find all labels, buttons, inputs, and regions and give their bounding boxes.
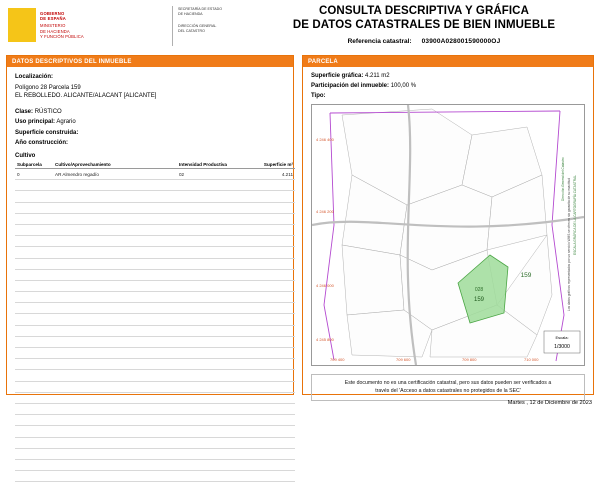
cultivo-cell-empty: [243, 336, 295, 347]
cultivo-cell-empty: [53, 381, 177, 392]
participacion-value: 100,00 %: [390, 83, 417, 89]
table-row-empty: [15, 426, 295, 437]
table-row-empty: [15, 202, 295, 213]
map-scale-value: 1/3000: [554, 344, 570, 350]
cultivo-cell-empty: [15, 459, 53, 470]
cultivo-cell-empty: [53, 269, 177, 280]
table-row-empty: [15, 471, 295, 482]
uso-value: Agrario: [56, 119, 76, 125]
cultivo-cell-empty: [177, 370, 243, 381]
cultivo-cell-empty: [15, 224, 53, 235]
superficie-grafica-field: [311, 72, 585, 80]
parcel-number-inner: 159: [473, 297, 485, 303]
cultivo-cell-empty: [177, 471, 243, 482]
table-row-empty: [15, 348, 295, 359]
cultivo-cell-empty: [177, 213, 243, 224]
cultivo-cell-empty: [53, 392, 177, 403]
cultivo-cell-empty: [53, 426, 177, 437]
table-row-empty: [15, 392, 295, 403]
logo-line-2: DE ESPAÑA: [40, 16, 66, 22]
map-x-label-1: 709 600: [396, 357, 411, 362]
map-y-label-1: 4 246 200: [316, 209, 334, 214]
cultivo-table-header-row: [15, 161, 295, 169]
logo-line-1: GOBIERNO: [40, 10, 65, 16]
referencia-label: Referencia catastral:: [347, 38, 412, 45]
cultivo-cell-empty: [53, 191, 177, 202]
cultivo-cell-empty: [15, 471, 53, 482]
cultivo-cell-empty: [53, 292, 177, 303]
cultivo-cell-empty: [53, 303, 177, 314]
participacion-label: Participación del inmueble:: [311, 83, 390, 89]
cultivo-cell-empty: [53, 359, 177, 370]
cultivo-cell-empty: [53, 325, 177, 336]
map-side-text-2: ESCALA GRÁFICA DE LA CARTOGRAFÍA CATASTRAL: [573, 174, 577, 255]
cultivo-cell-empty: [53, 224, 177, 235]
cultivo-cell-empty: [177, 303, 243, 314]
cultivo-cell-empty: [15, 236, 53, 247]
table-row-empty: [15, 191, 295, 202]
secretaria-line-3: DIRECCIÓN GENERAL: [178, 24, 217, 29]
cultivo-cell: 0: [15, 169, 53, 180]
table-row-empty: [15, 336, 295, 347]
panel-parcela: [302, 55, 594, 395]
localizacion-line-1: Polígono 28 Parcela 159: [15, 84, 81, 91]
anio-construccion-field: [15, 139, 285, 147]
cultivo-cell-empty: [243, 314, 295, 325]
cultivo-cell-empty: [243, 370, 295, 381]
cultivo-cell-empty: [15, 325, 53, 336]
cultivo-cell-empty: [15, 359, 53, 370]
cultivo-cell-empty: [243, 191, 295, 202]
cultivo-cell-empty: [15, 213, 53, 224]
cultivo-cell-empty: [53, 258, 177, 269]
cultivo-cell-empty: [53, 403, 177, 414]
cultivo-cell-empty: [177, 459, 243, 470]
cultivo-cell-empty: [15, 202, 53, 213]
cultivo-cell-empty: [243, 247, 295, 258]
cultivo-cell-empty: [53, 180, 177, 191]
cultivo-cell-empty: [15, 403, 53, 414]
map-svg[interactable]: [312, 105, 584, 365]
table-row-empty: [15, 224, 295, 235]
cultivo-cell-empty: [243, 392, 295, 403]
map-x-label-0: 709 400: [330, 357, 345, 362]
cultivo-cell-empty: [243, 415, 295, 426]
gobierno-logo: [8, 8, 160, 42]
uso-label: Uso principal:: [15, 119, 56, 125]
secretaria-line-4: DEL CATASTRO: [178, 28, 205, 33]
logo-text: [36, 8, 160, 42]
title-line-1: CONSULTA DESCRIPTIVA Y GRÁFICA: [318, 5, 529, 17]
panel-left-title: DATOS DESCRIPTIVOS DEL INMUEBLE: [7, 56, 293, 67]
logo-flag-icon: [8, 8, 36, 42]
logo-line-3: MINISTERIO: [40, 23, 66, 29]
map-plots: [342, 109, 552, 357]
cultivo-cell-empty: [15, 314, 53, 325]
cultivo-cell-empty: [53, 236, 177, 247]
table-row-empty: [15, 247, 295, 258]
table-row-empty: [15, 303, 295, 314]
cultivo-cell: 4.211: [243, 169, 295, 180]
cultivo-cell-empty: [177, 247, 243, 258]
cultivo-cell-empty: [53, 213, 177, 224]
table-row-empty: [15, 325, 295, 336]
cultivo-cell-empty: [177, 280, 243, 291]
localizacion-line-2: EL REBOLLEDO. ALICANTE/ALACANT [ALICANTE]: [15, 93, 157, 99]
referencia-catastral: [252, 38, 596, 45]
map-disclaimer-note: [311, 374, 585, 401]
parcel-number-label: 159: [520, 272, 532, 279]
cultivo-cell-empty: [177, 180, 243, 191]
cultivo-cell-empty: [53, 348, 177, 359]
table-row-empty: [15, 359, 295, 370]
secretaria-block: [178, 7, 240, 33]
cultivo-cell-empty: [177, 415, 243, 426]
cultivo-cell-empty: [15, 191, 53, 202]
panel-datos-descriptivos: [6, 55, 294, 395]
cultivo-cell-empty: [243, 269, 295, 280]
superficie-construida-label: Superficie construida:: [15, 129, 79, 136]
cultivo-cell-empty: [243, 426, 295, 437]
table-row-empty: [15, 381, 295, 392]
cultivo-cell-empty: [243, 236, 295, 247]
cultivo-cell: 02: [177, 169, 243, 180]
clase-value: RÚSTICO: [34, 108, 62, 115]
panel-right-title: PARCELA: [303, 56, 593, 67]
cultivo-cell-empty: [177, 381, 243, 392]
cultivo-cell-empty: [15, 336, 53, 347]
map-scale-box: [544, 331, 580, 353]
table-row-empty: [15, 269, 295, 280]
cultivo-cell-empty: [177, 336, 243, 347]
map-y-label-2: 4 246 000: [316, 283, 334, 288]
panel-right-body: [303, 67, 593, 100]
cultivo-cell-empty: [177, 348, 243, 359]
header-divider: [172, 6, 173, 46]
cultivo-cell-empty: [243, 448, 295, 459]
cultivo-cell-empty: [177, 224, 243, 235]
cultivo-cell-empty: [243, 180, 295, 191]
localizacion-label: [15, 73, 285, 81]
title-line-2: DE DATOS CATASTRALES DE BIEN INMUEBLE: [292, 19, 556, 31]
table-row-empty: [15, 292, 295, 303]
superficie-construida-field: [15, 129, 285, 137]
cultivo-cell-empty: [177, 437, 243, 448]
table-row-empty: [15, 236, 295, 247]
anio-construccion-label: Año construcción:: [15, 140, 69, 146]
cultivo-cell-empty: [15, 280, 53, 291]
cultivo-cell-empty: [177, 314, 243, 325]
table-row-empty: [15, 258, 295, 269]
cultivo-col-superficie: Superficie m²: [243, 161, 295, 169]
cultivo-cell-empty: [53, 415, 177, 426]
localizacion-label-text: Localización:: [15, 74, 54, 80]
cultivo-cell-empty: [15, 415, 53, 426]
cultivo-cell-empty: [15, 180, 53, 191]
cultivo-cell-empty: [15, 292, 53, 303]
cultivo-col-subparcela: Subparcela: [15, 161, 53, 169]
map-y-label-3: 4 245 800: [316, 337, 334, 342]
cultivo-cell-empty: [15, 392, 53, 403]
cultivo-cell-empty: [243, 471, 295, 482]
cultivo-cell-empty: [53, 437, 177, 448]
uso-field: [15, 118, 285, 126]
logo-line-5: Y FUNCIÓN PÚBLICA: [40, 33, 84, 39]
map-note-line-1: Este documento no es una certificación catastral, pero sus datos pueden ser verificados a: [344, 380, 552, 386]
table-row-empty: [15, 459, 295, 470]
cultivo-cell-empty: [243, 224, 295, 235]
cultivo-cell-empty: [177, 236, 243, 247]
table-row-empty: [15, 403, 295, 414]
document-title: [252, 4, 596, 45]
secretaria-line-2: DE HACIENDA: [178, 11, 203, 16]
cultivo-cell-empty: [53, 459, 177, 470]
cultivo-cell-empty: [15, 258, 53, 269]
cultivo-cell-empty: [243, 381, 295, 392]
table-row-empty: [15, 437, 295, 448]
cultivo-cell-empty: [243, 459, 295, 470]
referencia-value: 03900A028001590000OJ: [421, 38, 501, 45]
cultivo-cell-empty: [243, 280, 295, 291]
cultivo-cell-empty: [243, 258, 295, 269]
table-row-empty: [15, 180, 295, 191]
cultivo-col-aprovechamiento: Cultivo/Aprovechamiento: [53, 161, 177, 169]
cultivo-cell-empty: [15, 348, 53, 359]
cultivo-cell-empty: [15, 381, 53, 392]
cultivo-cell-empty: [177, 392, 243, 403]
cultivo-col-intensidad: Intensidad Productiva: [177, 161, 243, 169]
superficie-grafica-label: Superficie gráfica:: [311, 73, 364, 79]
cultivo-cell-empty: [243, 359, 295, 370]
cultivo-cell-empty: [15, 437, 53, 448]
cultivo-cell-empty: [15, 370, 53, 381]
tipo-field: [311, 92, 585, 100]
participacion-field: [311, 82, 585, 90]
cultivo-cell-empty: [177, 191, 243, 202]
cultivo-cell-empty: [177, 426, 243, 437]
table-row-empty: [15, 280, 295, 291]
map-x-label-2: 709 800: [462, 357, 477, 362]
cultivo-cell-empty: [243, 292, 295, 303]
cultivo-section-title: Cultivo: [15, 153, 36, 159]
map-side-text-3: Dirección General del Catastro: [561, 157, 565, 201]
cultivo-cell-empty: [177, 403, 243, 414]
localizacion-value: [15, 84, 285, 101]
map-note-line-2: través del 'Acceso a datos catastrales no protegidos de la SEC': [375, 387, 521, 394]
cultivo-cell-empty: [53, 247, 177, 258]
clase-field: [15, 108, 285, 116]
cultivo-cell-empty: [15, 448, 53, 459]
map-scale-label: Escala:: [555, 335, 569, 340]
table-row-empty: [15, 213, 295, 224]
document-header: [0, 4, 600, 50]
cultivo-cell-empty: [15, 247, 53, 258]
parcel-code-inner: 028: [474, 287, 484, 293]
cultivo-cell: AR Almendro regadío: [53, 169, 177, 180]
cultivo-cell-empty: [15, 426, 53, 437]
cultivo-cell-empty: [177, 202, 243, 213]
map-y-label-0: 4 246 400: [316, 137, 334, 142]
cultivo-table-body: [15, 169, 295, 482]
cultivo-cell-empty: [243, 325, 295, 336]
cultivo-cell-empty: [243, 213, 295, 224]
clase-label: Clase:: [15, 108, 34, 115]
cultivo-cell-empty: [53, 336, 177, 347]
cultivo-cell-empty: [177, 325, 243, 336]
logo-line-4: DE HACIENDA: [40, 28, 70, 34]
cultivo-table: [15, 161, 295, 482]
map-side-text-1: Los datos gráficos representados por un servicio WMS se ofrecen sin garantía de su exactitud: [567, 177, 571, 311]
cultivo-cell-empty: [177, 292, 243, 303]
cultivo-cell-empty: [53, 370, 177, 381]
cultivo-cell-empty: [53, 280, 177, 291]
cadastral-map[interactable]: [311, 104, 585, 366]
tipo-label: Tipo:: [311, 93, 326, 99]
panel-left-body: [7, 67, 293, 482]
cultivo-cell-empty: [243, 437, 295, 448]
cultivo-cell-empty: [177, 359, 243, 370]
cultivo-cell-empty: [243, 303, 295, 314]
table-row-empty: [15, 370, 295, 381]
cultivo-cell-empty: [243, 348, 295, 359]
table-row-empty: [15, 448, 295, 459]
cultivo-cell-empty: [243, 202, 295, 213]
footer-date: Martes , 12 de Diciembre de 2023: [507, 400, 592, 406]
cultivo-cell-empty: [15, 303, 53, 314]
secretaria-line-1: SECRETARÍA DE ESTADO: [178, 7, 222, 11]
cultivo-cell-empty: [177, 258, 243, 269]
cultivo-cell-empty: [177, 448, 243, 459]
table-row-empty: [15, 314, 295, 325]
table-row: [15, 169, 295, 180]
cultivo-cell-empty: [53, 471, 177, 482]
cultivo-cell-empty: [53, 202, 177, 213]
table-row-empty: [15, 415, 295, 426]
cultivo-cell-empty: [243, 403, 295, 414]
superficie-grafica-value: 4.211 m2: [365, 73, 390, 79]
map-x-label-3: 710 000: [524, 357, 539, 362]
cultivo-cell-empty: [53, 448, 177, 459]
cultivo-cell-empty: [177, 269, 243, 280]
cultivo-cell-empty: [15, 269, 53, 280]
cultivo-cell-empty: [53, 314, 177, 325]
